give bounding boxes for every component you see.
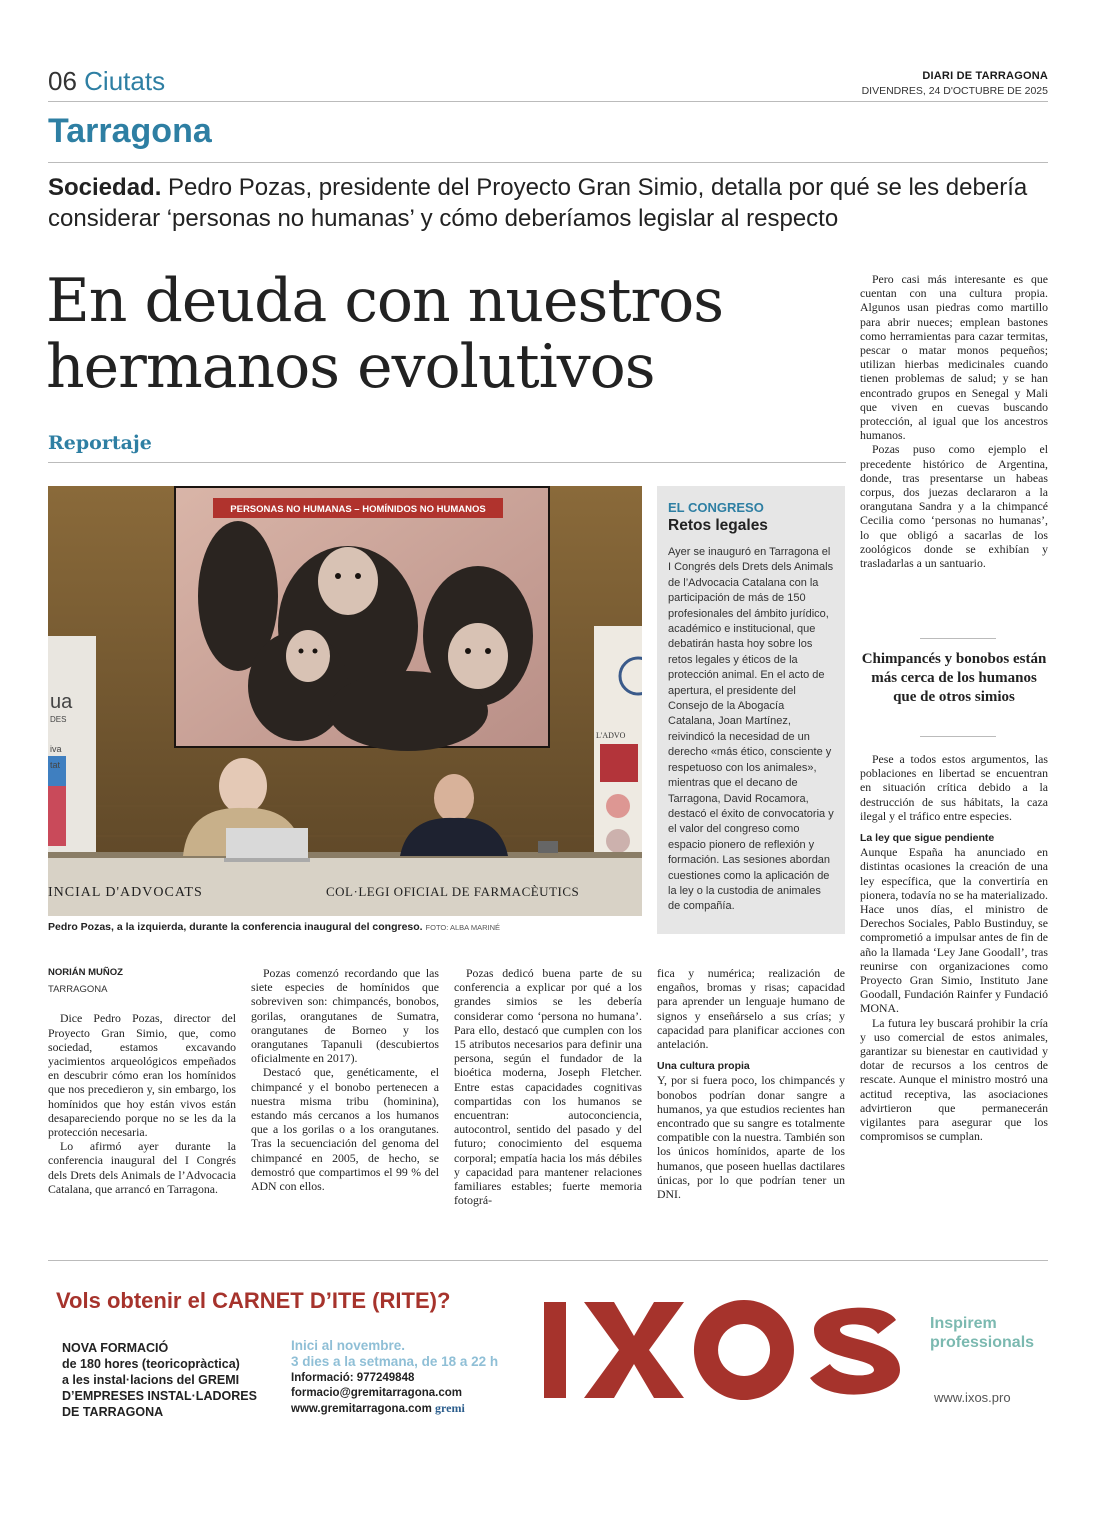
paragraph: Y, por si fuera poco, los chimpancés y bonobos podrían donar sangre a humanos, ya que estudios recientes han encontrado que su sangre es totalmente compatible con la nuestra. También son los únicos homínidos, aparte de los humanos, que poseen huellas dactilares únicas, por lo que podrían tener un DNI. [657,1073,845,1202]
sidebar-body: Ayer se inauguró en Tarragona el I Congrés dels Drets dels Animals de l’Advocacia Catalana con la participación de más de 150 profesionales del ámbito jurídico, académico e institucional, que debatirán hasta hoy sobre los retos legales y éticos de la protección animal. En el acto de apertura, el presidente del Consejo de la Abogacía Catalana, Joan Martínez, reivindicó la necesidad de un derecho «más ético, consciente y respetuoso con los animales», mientras que el decano de Tarragona, David Rocamora, destacó el éxito de convocatoria y el valor del congreso como espacio pionero de reflexión y formación. Las sesiones abordan cuestiones como la aplicación de la ley o la custodia de animales de compañía. [668,546,834,913]
article-column-5-bottom [860,752,1048,1143]
deck-lead: Sociedad. [48,174,162,201]
paragraph: Pozas puso como ejemplo el precedente histórico de Argentina, donde, tras presentarse un habeas corpus, dos juezas declararon a la orangutana Sandra y a la chimpancé Cecilia como ‘personas no humanas’, lo que obligó a sacarlas de los zoológicos donde se exhibían y trasladarlas a un santuario. [860,442,1048,571]
gremi-logo: gremi [435,1401,465,1415]
section-label: Ciutats [84,66,166,96]
pull-quote: Chimpancés y bonobos están más cerca de los humanos que de otros simios [861,651,1047,705]
conference-photo-illustration [48,486,642,916]
sidebar-box [657,486,845,934]
left-panel-text-3: iva [50,744,62,754]
paragraph: Lo afirmó ayer durante la conferencia inaugural del I Congrés dels Drets dels Animals de l’Advocacia Catalana, que arrancó en Tarragona. [48,1139,236,1196]
page-number: 06 Ciutats [48,66,166,96]
ad-contact [291,1371,465,1417]
ixos-logo [544,1300,924,1400]
photo-credit: FOTO: ALBA MARINÉ [425,923,500,932]
deck [48,172,1048,234]
subheading: Una cultura propia [657,1060,750,1073]
paragraph: Pozas comenzó recordando que las siete especies de homínidos que sobreviven son: chimpancés, bonobos, gorilas, orangutanes de Sumatra, orangutanes de Borneo y los orangutanes Tapanuli (descubiertos oficialmente en 2017). [251,966,439,1066]
ad-phone: Informació: 977249848 [291,1372,415,1384]
pullquote-rule-bottom [920,736,996,737]
advertisement [48,1278,1048,1428]
paragraph: Pozas dedicó buena parte de su conferencia a explicar por qué a los grandes simios se les debería considerar como ‘persona no humana’. Para ello, destacó que cumplen con los 15 atributos necesarios para definir una persona, según el fundador de la bioética moderna, Joseph Fletcher. Entre estas capacidades cognitivas compartidas con los humanos se encuentran: autoconciencia, autocontrol, sentido del pasado y del futuro; conocimiento del esquema corporal; empatía hacia los más débiles y capacidad para mantener relaciones familiares estables; fuerte memoria fotográ- [454,966,642,1208]
paragraph: Dice Pedro Pozas, director del Proyecto Gran Simio, que, como sociedad, estamos excavando yacimientos arqueológicos empeñados en descubrir cómo eran los homínidos que nos precedieron y, sin embargo, los homínidos que hoy están vivos están desapareciendo porque no se les da la protección necesaria. [48,1011,236,1140]
paragraph: Pero casi más interesante es que cuentan con una cultura propia. Algunos usan piedras como martillo para abrir nueces; emplean bastones como herramientas para cazar termitas, pescar o matar monos pequeños; utilizan hierbas medicinales cuando tienen problemas de salud; y se han encontrado grupos en Senegal y Mali que viven en cuevas buscando protección, al igual que los ancestros humanos. [860,272,1048,443]
article-column-1 [48,966,236,1196]
paragraph: Pese a todos estos argumentos, las poblaciones en libertad se encuentran en situación crítica debido a la destrucción de sus hábitats, la caza ilegal y el tráfico entre especies. [860,752,1048,823]
header-rule [48,101,1048,102]
article-photo [48,486,642,916]
left-panel-text-4: tat [50,760,61,770]
left-panel-text-1: ua [50,691,73,713]
paragraph: fica y numérica; realización de engaños, bromas y risas; capacidad para aprender un lenguaje humano de signos y enseñárselo a sus crías; y capacidad para planificar acciones con antelación. [657,966,845,1052]
table-label-left: INCIAL D'ADVOCATS [48,885,203,900]
paragraph: Destacó que, genéticamente, el chimpancé y el bonobo pertenecen a nuestra misma tribu (hominina), estando más cercanos a los humanos que a los gorilas o a los orangutanes. Tras la secuenciación del genoma del chimpancé en 2005, de hecho, se demostró que compartimos el 99 % del ADN con ellos. [251,1065,439,1194]
sidebar-tag: EL CONGRESO [668,500,764,515]
sidebar-title: Retos legales [668,517,768,534]
article-column-5-top [860,272,1048,570]
ad-schedule [291,1338,498,1370]
paragraph: La futura ley buscará prohibir la cría y uso comercial de estos animales, garantizar su bienestar en cautividad y dotar de recursos a los centros de rescate. Aunque el ministro mostró una actitud receptiva, las asociaciones advirtieron que permanecerán vigilantes para asegurar que los compromisos se cumplan. [860,1015,1048,1144]
ad-line: professionals [930,1334,1035,1351]
byline-place: TARRAGONA [48,984,108,996]
ad-headline: Vols obtenir el CARNET D’ITE (RITE)? [56,1288,451,1313]
ad-line: NOVA FORMACIÓ [62,1341,169,1355]
ad-line: Inici al novembre. [291,1338,406,1353]
ixos-url-link[interactable]: www.ixos.pro [934,1390,1011,1405]
section-title: Tarragona [48,112,212,150]
ad-line: DE TARRAGONA [62,1405,164,1419]
photo-caption [48,921,648,933]
ad-tagline [930,1314,1034,1352]
byline-author: NORIÁN MUÑOZ [48,967,123,978]
article-column-2 [251,966,439,1193]
ad-line: de 180 hores (teoricopràctica) [62,1357,240,1371]
table-label-right: COL·LEGI OFICIAL DE FARMACÈUTICS [326,884,580,899]
kicker-rule [48,462,846,463]
ad-line: 3 dies a la setmana, de 18 a 22 h [291,1354,499,1369]
ad-course-info [62,1340,257,1420]
deck-text: Pedro Pozas, presidente del Proyecto Gran Simio, detalla por qué se les debería considerar ‘personas no humanas’ y cómo deberíamos legislar al respecto [48,174,1028,232]
newspaper-name: DIARI DE TARRAGONA [922,70,1048,82]
ad-line: Inspirem [930,1315,997,1332]
screen-banner-text: PERSONAS NO HUMANAS – HOMÍNIDOS NO HUMANOS [230,504,486,515]
ad-web-row [291,1401,465,1417]
caption-text: Pedro Pozas, a la izquierda, durante la conferencia inaugural del congreso. [48,921,426,933]
subheading: La ley que sigue pendiente [860,832,995,845]
ad-separator [48,1260,1048,1261]
kicker: Reportaje [48,432,152,454]
paragraph: Aunque España ha anunciado en distintas ocasiones la creación de una ley específica, que la convertiría en pionera, todavía no se ha materializado. Hace unos días, el ministro de Derechos Sociales, Pablo Bustinduy, se comprometió a impulsar antes de fin de año la llamada ‘Ley Jane Goodall’, tras reunirse con organizaciones como Proyecto Gran Simio, Instituto Jane Goodall, Fundación Rainfer y Fundació MONA. [860,845,1048,1016]
section-rule [48,162,1048,163]
ad-web-link[interactable]: www.gremitarragona.com [291,1403,432,1415]
ad-email-link[interactable]: formacio@gremitarragona.com [291,1387,462,1399]
issue-date: DIVENDRES, 24 D'OCTUBRE DE 2025 [861,85,1048,97]
ad-line: a les instal·lacions del GREMI [62,1373,240,1387]
pullquote-rule-top [920,638,996,639]
right-panel-text: L'ADVO [596,731,626,740]
left-panel-text-2: DES [50,715,67,724]
headline: En deuda con nuestros hermanos evolutivos [46,266,724,402]
article-column-4 [657,966,845,1201]
ad-line: D’EMPRESES INSTAL·LADORES [62,1389,257,1403]
article-column-3 [454,966,642,1207]
